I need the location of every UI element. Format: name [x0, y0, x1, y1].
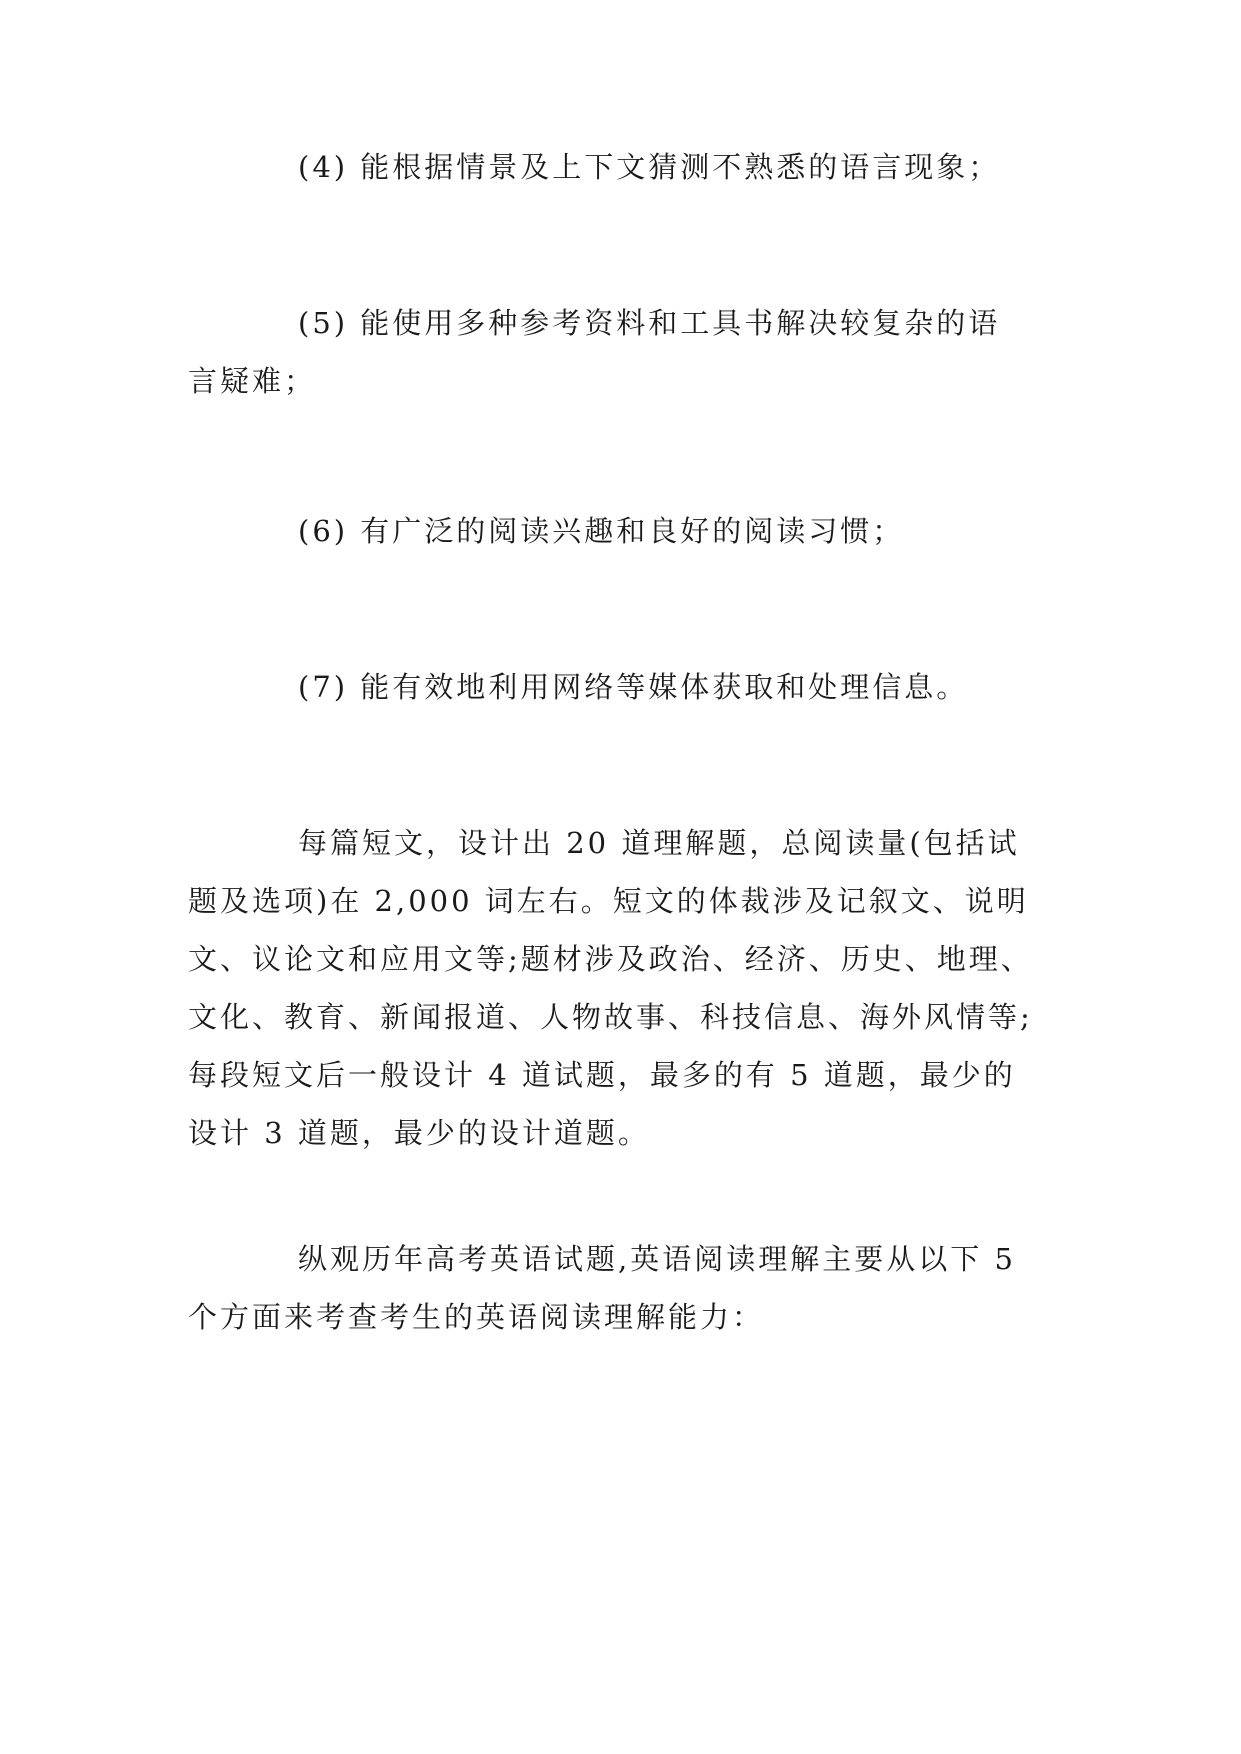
- paragraph-1-line-5: 每段短文后一般设计 4 道试题，最多的有 5 道题，最少的: [188, 1058, 1016, 1092]
- list-item-4: [188, 138, 1058, 196]
- list-item-7: [188, 658, 1058, 716]
- list-item-7-line-1: (7) 能有效地利用网络等媒体获取和处理信息。: [298, 670, 969, 704]
- list-item-4-line-1: (4) 能根据情景及上下文猜测不熟悉的语言现象；: [298, 150, 1001, 184]
- list-item-6-line-1: (6) 有广泛的阅读兴趣和良好的阅读习惯；: [298, 514, 905, 548]
- paragraph-1-line-1: 每篇短文，设计出 20 道理解题，总阅读量(包括试: [298, 826, 1020, 860]
- paragraph-1-line-6: 设计 3 道题，最少的设计道题。: [188, 1116, 650, 1150]
- list-item-5-line-2: 言疑难；: [188, 364, 317, 398]
- list-item-5-line-1: (5) 能使用多种参考资料和工具书解决较复杂的语: [298, 306, 1001, 340]
- list-item-6: [188, 502, 1058, 560]
- paragraph-1-line-4: 文化、教育、新闻报道、人物故事、科技信息、海外风情等;: [188, 1000, 1033, 1034]
- paragraph-2-line-2: 个方面来考查考生的英语阅读理解能力：: [188, 1300, 765, 1334]
- list-item-5: [188, 294, 1058, 410]
- body-paragraph-overview: [188, 1230, 1058, 1346]
- paragraph-2-line-1: 纵观历年高考英语试题,英语阅读理解主要从以下 5: [298, 1242, 1016, 1276]
- paragraph-1-line-3: 文、议论文和应用文等;题材涉及政治、经济、历史、地理、: [188, 942, 1033, 976]
- paragraph-1-line-2: 题及选项)在 2,000 词左右。短文的体裁涉及记叙文、说明: [188, 884, 1029, 918]
- body-paragraph-reading-volume: [188, 814, 1058, 1162]
